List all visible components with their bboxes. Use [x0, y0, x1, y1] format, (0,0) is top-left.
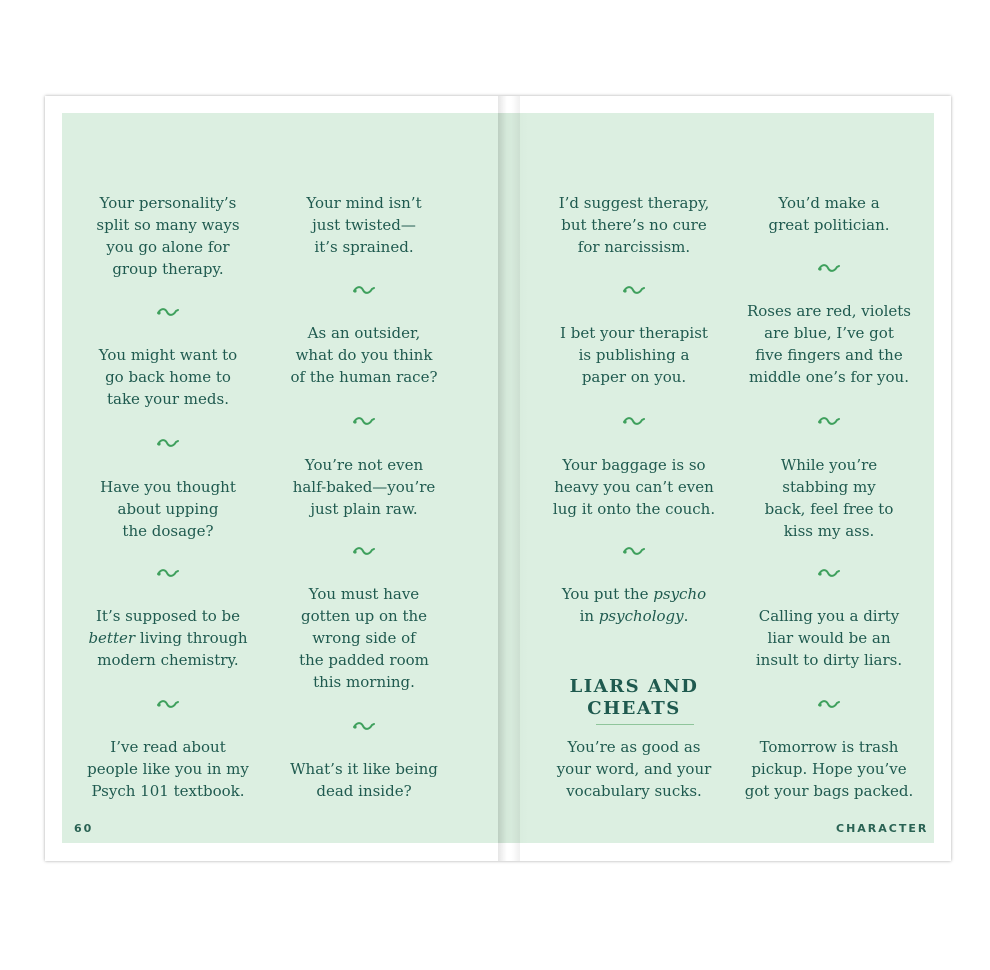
swash-divider-icon [83, 307, 253, 321]
quote: I’ve read about people like you in my Psych 101 textbook. [87, 738, 249, 800]
quote: You put the psycho in psychology. [561, 585, 707, 625]
left-column-2 [279, 192, 449, 812]
quote: You’d make a great politician. [768, 194, 890, 234]
right-column-2 [744, 192, 914, 812]
quote: While you’re stabbing my back, feel free to kiss my ass. [764, 456, 894, 540]
quote: It’s supposed to be better living through modern chemistry. [88, 607, 248, 669]
swash-divider-icon [549, 285, 719, 299]
quote: You’re as good as your word, and your vocabulary sucks. [556, 738, 712, 800]
section-heading: LIARS AND CHEATS [569, 676, 699, 719]
quote: You might want to go back home to take your meds. [98, 346, 238, 408]
quote: Have you thought about upping the dosage? [100, 478, 236, 540]
right-column-1 [549, 192, 719, 812]
swash-divider-icon [279, 546, 449, 560]
quote: Calling you a dirty liar would be an insult to dirty liars. [755, 607, 903, 669]
swash-divider-icon [279, 285, 449, 299]
swash-divider-icon [744, 699, 914, 713]
quote: I’d suggest therapy, but there’s no cure for narcissism. [558, 194, 710, 256]
quote: Tomorrow is trash pickup. Hope you’ve got your bags packed. [744, 738, 914, 800]
quote: Your baggage is so heavy you can’t even lug it onto the couch. [552, 456, 716, 518]
swash-divider-icon [744, 568, 914, 582]
quote: You must have gotten up on the wrong side of the padded room this morning. [299, 585, 429, 691]
swash-divider-icon [83, 699, 253, 713]
running-head: CHARACTER [836, 822, 929, 835]
swash-divider-icon [549, 416, 719, 430]
quote: I bet your therapist is publishing a paper on you. [560, 324, 708, 386]
swash-divider-icon [83, 568, 253, 582]
left-column-1 [83, 192, 253, 812]
swash-divider-icon [279, 416, 449, 430]
quote: As an outsider, what do you think of the human race? [290, 324, 438, 386]
quote: You’re not even half-baked—you’re just plain raw. [292, 456, 436, 518]
page-number: 60 [74, 822, 94, 835]
swash-divider-icon [549, 546, 719, 560]
swash-divider-icon [83, 438, 253, 452]
swash-divider-icon [279, 721, 449, 735]
quote: What’s it like being dead inside? [290, 760, 438, 800]
quote: Your mind isn’t just twisted— it’s sprained. [306, 194, 422, 256]
quote: Your personality’s split so many ways you go alone for group therapy. [96, 194, 240, 278]
swash-divider-icon [744, 263, 914, 277]
swash-divider-icon [744, 416, 914, 430]
heading-underline [596, 724, 694, 725]
quote: Roses are red, violets are blue, I’ve got five fingers and the middle one’s for you. [746, 302, 911, 386]
